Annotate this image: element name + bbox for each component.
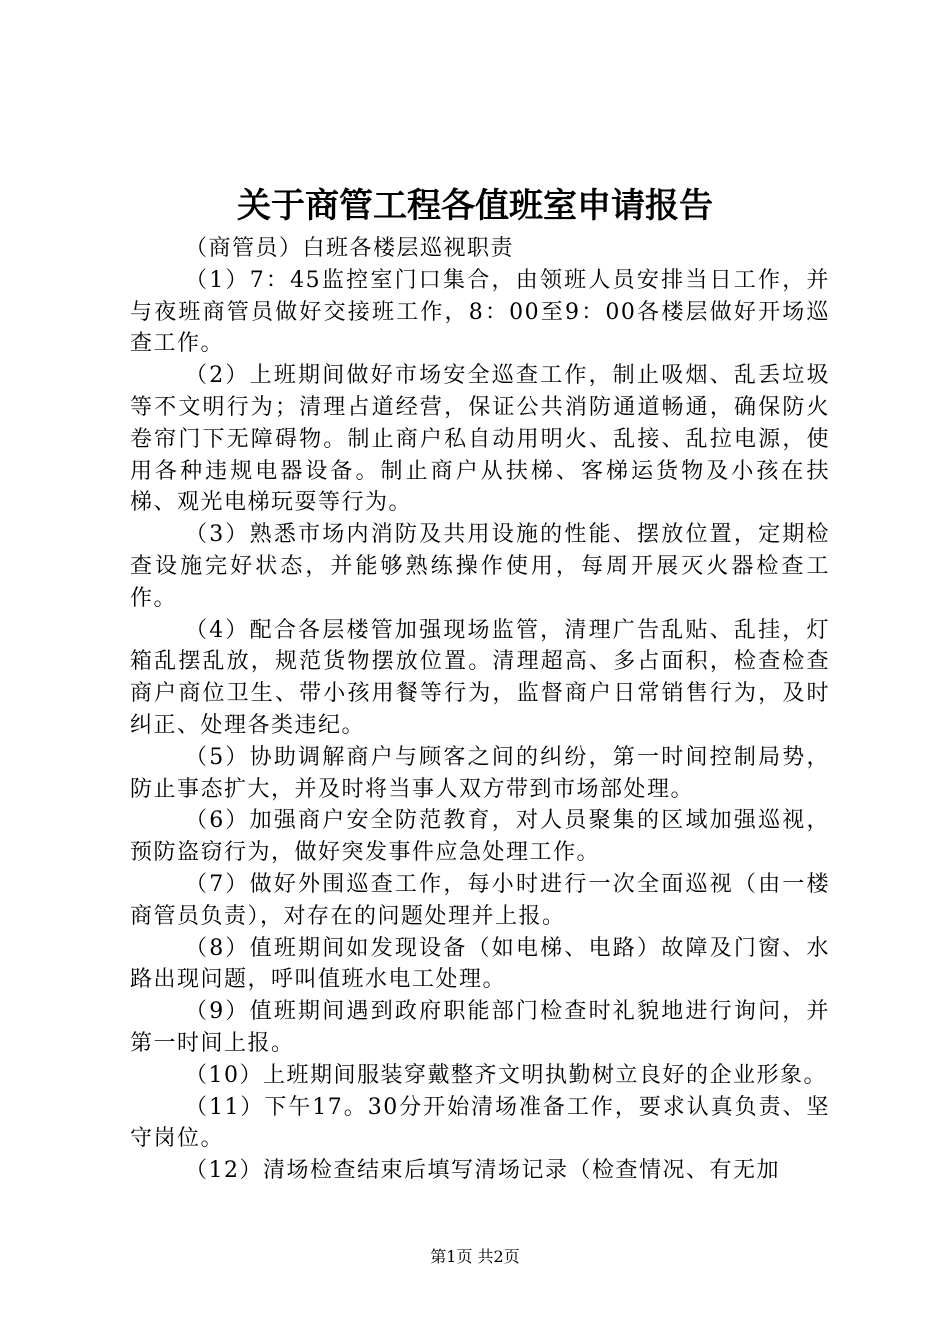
paragraph-item-10: （10）上班期间服装穿戴整齐文明执勤树立良好的企业形象。	[185, 1062, 827, 1088]
page-number-footer: 第1页 共2页	[430, 1247, 520, 1266]
paragraph-item-3: （3）熟悉市场内消防及共用设施的性能、摆放位置，定期检查设施完好状态，并能够熟练操作使用，每周开展灭火器检查工作。	[130, 522, 830, 611]
paragraph-item-9: （9）值班期间遇到政府职能部门检查时礼貌地进行询问，并第一时间上报。	[130, 999, 830, 1056]
paragraph-item-5: （5）协助调解商户与顾客之间的纠纷，第一时间控制局势，防止事态扩大，并及时将当事人双方带到市场部处理。	[130, 744, 830, 802]
paragraph-item-12: （12）清场检查结束后填写清场记录（检查情况、有无加	[185, 1158, 780, 1184]
document-title: 关于商管工程各值班室申请报告	[237, 186, 713, 226]
document-body	[130, 233, 830, 1187]
paragraph-item-4: （4）配合各层楼管加强现场监管，清理广告乱贴、乱挂，灯箱乱摆乱放，规范货物摆放位置。清理超高、多占面积，检查检查商户商位卫生、带小孩用餐等行为，监督商户日常销售行为，及时纠正、处理各类违纪。	[130, 617, 830, 738]
paragraph-item-1: （1）7：45监控室门口集合，由领班人员安排当日工作，并与夜班商管员做好交接班工作，8：00至9：00各楼层做好开场巡查工作。	[130, 267, 830, 357]
paragraph-item-11: （11）下午17。30分开始清场准备工作，要求认真负责、坚守岗位。	[130, 1094, 830, 1152]
paragraph-item-6: （6）加强商户安全防范教育，对人员聚集的区域加强巡视，预防盗窃行为，做好突发事件应急处理工作。	[130, 808, 830, 866]
paragraph-item-7: （7）做好外围巡查工作，每小时进行一次全面巡视（由一楼商管员负责），对存在的问题处理并上报。	[130, 871, 830, 929]
paragraph-item-2: （2）上班期间做好市场安全巡查工作，制止吸烟、乱丢垃圾等不文明行为；清理占道经营，保证公共消防通道畅通，确保防火卷帘门下无障碍物。制止商户私自动用明火、乱接、乱拉电源，使用各种违规电器设备。制止商户从扶梯、客梯运货物及小孩在扶梯、观光电梯玩耍等行为。	[130, 363, 830, 516]
paragraph-item-8: （8）值班期间如发现设备（如电梯、电路）故障及门窗、水路出现问题，呼叫值班水电工处理。	[130, 935, 830, 993]
paragraph-heading: （商管员）白班各楼层巡视职责	[185, 236, 515, 261]
